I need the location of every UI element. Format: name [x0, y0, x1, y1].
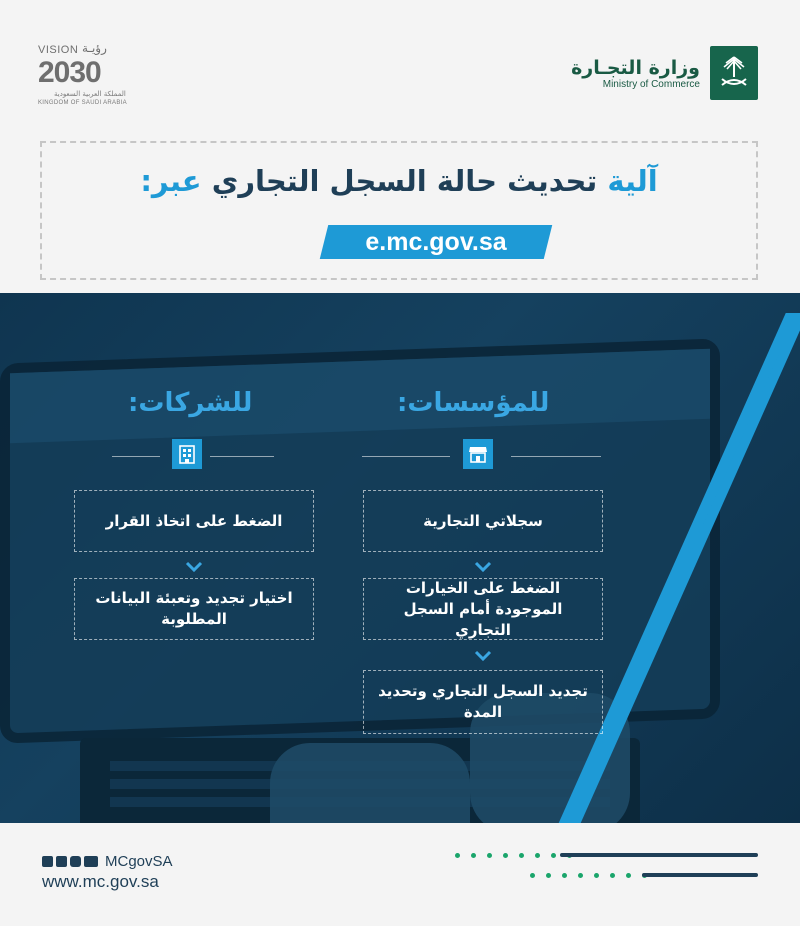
twitter-icon[interactable] — [42, 856, 53, 867]
instagram-icon[interactable] — [70, 856, 81, 867]
social-links — [42, 853, 173, 870]
companies-step-2: اختيار تجديد وتعبئة البيانات المطلوبة — [74, 578, 314, 640]
store-icon — [463, 439, 493, 469]
kingdom-en-label: KINGDOM OF SAUDI ARABIA — [38, 100, 127, 106]
chevron-down-icon — [474, 650, 492, 662]
building-icon — [172, 439, 202, 469]
decorative-dots — [530, 873, 647, 878]
title-part3: عبر: — [140, 164, 202, 198]
ministry-logo — [571, 46, 758, 100]
companies-step-1: الضغط على اتخاذ القرار — [74, 490, 314, 552]
vision-label: VISION — [38, 44, 79, 56]
institutions-heading: للمؤسسات: — [397, 388, 550, 418]
chevron-down-icon — [185, 561, 203, 573]
institutions-step-1: سجلاتي التجارية — [363, 490, 603, 552]
decorative-dots — [455, 853, 572, 858]
vision-2030-logo — [38, 41, 128, 106]
title-box — [40, 141, 758, 280]
facebook-icon[interactable] — [56, 856, 67, 867]
decorative-line — [560, 853, 758, 857]
page-title — [42, 164, 756, 198]
ministry-name-ar: وزارة التجـارة — [571, 56, 700, 79]
ministry-name — [571, 57, 700, 90]
steps-panel — [0, 293, 800, 823]
kingdom-ar-label: المملكة العربية السعودية — [54, 90, 126, 98]
youtube-icon[interactable] — [84, 856, 98, 867]
saudi-emblem-icon — [710, 46, 758, 100]
vision-year: 2030 — [38, 56, 101, 89]
hand-background — [270, 743, 470, 823]
website-link[interactable]: www.mc.gov.sa — [42, 872, 159, 891]
institutions-step-2: الضغط على الخيارات الموجودة أمام السجل التجاري — [363, 578, 603, 640]
vision-ar-label: رؤيـة — [82, 41, 107, 55]
institutions-step-3: تجديد السجل التجاري وتحديد المدة — [363, 670, 603, 734]
ministry-name-en: Ministry of Commerce — [602, 78, 700, 90]
chevron-down-icon — [474, 561, 492, 573]
decorative-line — [642, 873, 758, 877]
url-text[interactable]: e.mc.gov.sa — [365, 228, 507, 256]
url-badge[interactable] — [324, 225, 548, 259]
social-handle[interactable]: MCgovSA — [105, 853, 173, 870]
title-part2: تحديث حالة السجل التجاري — [211, 164, 598, 198]
companies-heading: للشركات: — [128, 388, 253, 418]
title-part1: آلية — [607, 164, 658, 198]
